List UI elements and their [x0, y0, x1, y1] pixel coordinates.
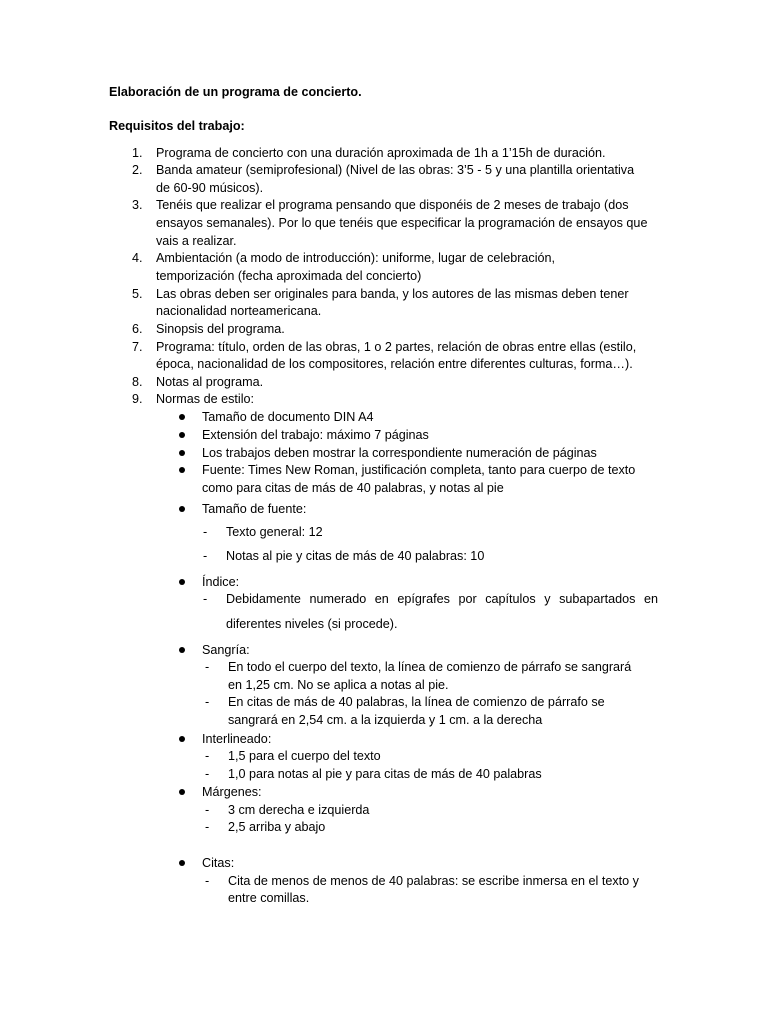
dash-marker: - — [205, 695, 210, 709]
list-item-line: Tenéis que realizar el programa pensando que disponéis de 2 meses de trabajo (dos — [156, 198, 629, 212]
quotes-a-line: entre comillas. — [228, 891, 310, 905]
list-item-line: Programa: título, orden de las obras, 1 o 2 partes, relación de obras entre ellas (estilo, — [156, 340, 637, 354]
dash-marker: - — [205, 767, 210, 781]
dash-marker: - — [203, 592, 208, 606]
list-item-line: ensayos semanales). Por lo que tenéis que especificar la programación de ensayos que — [156, 216, 648, 230]
indent-label: Sangría: — [202, 643, 250, 657]
spacing-label: Interlineado: — [202, 732, 272, 746]
style-extension: Extensión del trabajo: máximo 7 páginas — [202, 428, 429, 442]
list-number: 3. — [132, 198, 143, 212]
font-size-label: Tamaño de fuente: — [202, 502, 307, 516]
margins-b: 2,5 arriba y abajo — [228, 820, 326, 834]
list-item-line: Programa de concierto con una duración aproximada de 1h a 1’15h de duración. — [156, 146, 606, 160]
indent-b-line: En citas de más de 40 palabras, la línea de comienzo de párrafo se — [228, 695, 605, 709]
bullet-icon — [179, 506, 185, 512]
dash-marker: - — [203, 525, 208, 539]
quotes-label: Citas: — [202, 856, 235, 870]
bullet-icon — [179, 467, 185, 473]
list-number: 2. — [132, 163, 143, 177]
list-item-line: Ambientación (a modo de introducción): uniforme, lugar de celebración, — [156, 251, 556, 265]
requirements-heading: Requisitos del trabajo: — [109, 119, 245, 133]
index-line: diferentes niveles (si procede). — [226, 617, 398, 631]
style-doc-size: Tamaño de documento DIN A4 — [202, 410, 374, 424]
bullet-icon — [179, 647, 185, 653]
bullet-icon — [179, 414, 185, 420]
list-item-line: temporización (fecha aproximada del concierto) — [156, 269, 422, 283]
bullet-icon — [179, 860, 185, 866]
bullet-icon — [179, 432, 185, 438]
list-number: 6. — [132, 322, 143, 336]
list-item-line: de 60-90 músicos). — [156, 181, 264, 195]
document-title: Elaboración de un programa de concierto. — [109, 85, 362, 99]
list-number: 7. — [132, 340, 143, 354]
dash-marker: - — [203, 549, 208, 563]
list-item-line: Normas de estilo: — [156, 392, 254, 406]
list-item-line: nacionalidad norteamericana. — [156, 304, 322, 318]
list-item-line: vais a realizar. — [156, 234, 237, 248]
list-item-line: Banda amateur (semiprofesional) (Nivel de las obras: 3’5 - 5 y una plantilla orientativa — [156, 163, 635, 177]
index-label: Índice: — [202, 575, 240, 589]
dash-marker: - — [205, 803, 210, 817]
list-item-line: Notas al programa. — [156, 375, 264, 389]
list-item-line: Sinopsis del programa. — [156, 322, 285, 336]
list-number: 1. — [132, 146, 143, 160]
spacing-a: 1,5 para el cuerpo del texto — [228, 749, 381, 763]
font-size-notes: Notas al pie y citas de más de 40 palabras: 10 — [226, 549, 485, 563]
dash-marker: - — [205, 820, 210, 834]
bullet-icon — [179, 736, 185, 742]
indent-b-line: sangrará en 2,54 cm. a la izquierda y 1 cm. a la derecha — [228, 713, 543, 727]
margins-label: Márgenes: — [202, 785, 262, 799]
style-font-line: como para citas de más de 40 palabras, y notas al pie — [202, 481, 504, 495]
list-item-line: época, nacionalidad de los compositores, relación entre diferentes culturas, forma…). — [156, 357, 633, 371]
list-number: 8. — [132, 375, 143, 389]
list-number: 9. — [132, 392, 143, 406]
dash-marker: - — [205, 874, 210, 888]
bullet-icon — [179, 450, 185, 456]
dash-marker: - — [205, 660, 210, 674]
list-item-line: Las obras deben ser originales para banda, y los autores de las mismas deben tener — [156, 287, 629, 301]
dash-marker: - — [205, 749, 210, 763]
indent-a-line: en 1,25 cm. No se aplica a notas al pie. — [228, 678, 449, 692]
style-font-line: Fuente: Times New Roman, justificación completa, tanto para cuerpo de texto — [202, 463, 636, 477]
list-number: 5. — [132, 287, 143, 301]
index-line: Debidamente numerado en epígrafes por capítulos y subapartados en — [226, 592, 658, 606]
bullet-icon — [179, 789, 185, 795]
margins-a: 3 cm derecha e izquierda — [228, 803, 370, 817]
spacing-b: 1,0 para notas al pie y para citas de más de 40 palabras — [228, 767, 542, 781]
list-number: 4. — [132, 251, 143, 265]
bullet-icon — [179, 579, 185, 585]
quotes-a-line: Cita de menos de menos de 40 palabras: se escribe inmersa en el texto y — [228, 874, 639, 888]
indent-a-line: En todo el cuerpo del texto, la línea de comienzo de párrafo se sangrará — [228, 660, 632, 674]
style-numbering: Los trabajos deben mostrar la correspondiente numeración de páginas — [202, 446, 597, 460]
font-size-general: Texto general: 12 — [226, 525, 323, 539]
